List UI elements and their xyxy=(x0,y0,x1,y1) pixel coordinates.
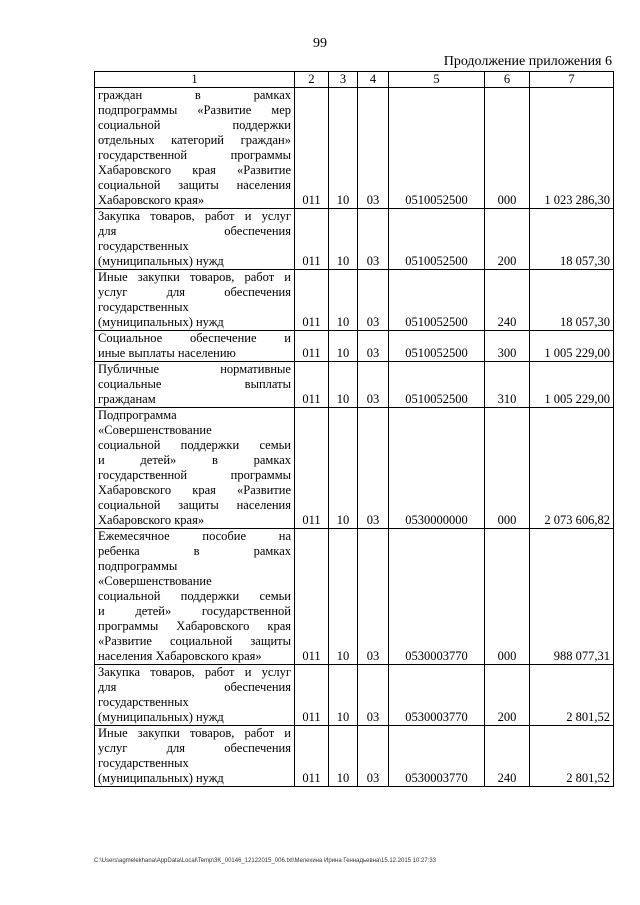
ministry-code-cell: 011 xyxy=(295,331,329,362)
description-line: государственной программы xyxy=(98,148,291,162)
expense-type-cell: 240 xyxy=(485,270,530,331)
table-row xyxy=(95,529,614,665)
description-line: населения Хабаровского края» xyxy=(98,649,262,663)
description-line: Публичные нормативные xyxy=(98,362,291,376)
expense-type-cell: 200 xyxy=(485,665,530,726)
section-code-cell: 10 xyxy=(329,331,358,362)
description-line: государственных xyxy=(98,239,189,253)
column-header: 7 xyxy=(530,72,614,88)
row-description xyxy=(95,726,295,787)
subsection-code-cell: 03 xyxy=(358,408,389,529)
description-line: социальной защиты населения xyxy=(98,498,291,512)
row-description xyxy=(95,529,295,665)
row-description xyxy=(95,408,295,529)
page-number: 99 xyxy=(313,36,327,51)
subsection-code-cell: 03 xyxy=(358,529,389,665)
description-line: «Совершенствование xyxy=(98,574,212,588)
expense-type-cell: 200 xyxy=(485,209,530,270)
description-line: социальной поддержки семьи xyxy=(98,589,291,603)
section-code-cell: 10 xyxy=(329,726,358,787)
description-line: государственных xyxy=(98,695,189,709)
table-row xyxy=(95,665,614,726)
ministry-code-cell: 011 xyxy=(295,408,329,529)
description-line: социальные выплаты xyxy=(98,377,291,391)
ministry-code-cell: 011 xyxy=(295,270,329,331)
description-line: Хабаровского края «Развитие xyxy=(98,483,291,497)
table-header-row xyxy=(95,72,614,88)
target-article-cell: 0510052500 xyxy=(389,88,485,209)
subsection-code-cell: 03 xyxy=(358,665,389,726)
expense-type-cell: 000 xyxy=(485,529,530,665)
subsection-code-cell: 03 xyxy=(358,209,389,270)
description-line: «Совершенствование xyxy=(98,423,212,437)
ministry-code-cell: 011 xyxy=(295,362,329,408)
subsection-code-cell: 03 xyxy=(358,726,389,787)
ministry-code-cell: 011 xyxy=(295,726,329,787)
column-header: 5 xyxy=(389,72,485,88)
table-row xyxy=(95,726,614,787)
subsection-code-cell: 03 xyxy=(358,88,389,209)
description-line: «Развитие социальной защиты xyxy=(98,634,291,648)
description-line: и детей» государственной xyxy=(98,604,291,618)
description-line: Подпрограмма xyxy=(98,408,177,422)
description-line: Иные закупки товаров, работ и xyxy=(98,270,291,284)
amount-cell: 18 057,30 xyxy=(530,270,614,331)
description-line: граждан в рамках xyxy=(98,88,291,102)
subsection-code-cell: 03 xyxy=(358,331,389,362)
description-line: гражданам xyxy=(98,392,156,406)
expense-type-cell: 000 xyxy=(485,408,530,529)
table-body xyxy=(95,88,614,787)
description-line: отдельных категорий граждан» xyxy=(98,133,291,147)
description-line: для обеспечения xyxy=(98,680,291,694)
description-line: ребенка в рамках xyxy=(98,544,291,558)
description-line: Хабаровского края» xyxy=(98,513,205,527)
target-article-cell: 0510052500 xyxy=(389,362,485,408)
column-header: 1 xyxy=(95,72,295,88)
description-line: Закупка товаров, работ и услуг xyxy=(98,209,291,223)
table-row xyxy=(95,209,614,270)
target-article-cell: 0510052500 xyxy=(389,331,485,362)
section-code-cell: 10 xyxy=(329,665,358,726)
ministry-code-cell: 011 xyxy=(295,529,329,665)
amount-cell: 2 073 606,82 xyxy=(530,408,614,529)
description-line: социальной поддержки семьи xyxy=(98,438,291,452)
description-line: (муниципальных) нужд xyxy=(98,771,224,785)
description-line: государственных xyxy=(98,756,189,770)
column-header: 2 xyxy=(295,72,329,88)
description-line: Иные закупки товаров, работ и xyxy=(98,726,291,740)
description-line: Закупка товаров, работ и услуг xyxy=(98,665,291,679)
description-line: Ежемесячное пособие на xyxy=(98,529,291,543)
section-code-cell: 10 xyxy=(329,88,358,209)
row-description xyxy=(95,270,295,331)
column-header: 4 xyxy=(358,72,389,88)
section-code-cell: 10 xyxy=(329,270,358,331)
budget-table xyxy=(94,71,614,787)
amount-cell: 1 005 229,00 xyxy=(530,331,614,362)
description-line: услуг для обеспечения xyxy=(98,285,291,299)
description-line: Хабаровского края «Развитие xyxy=(98,163,291,177)
ministry-code-cell: 011 xyxy=(295,88,329,209)
description-line: социальной защиты населения xyxy=(98,178,291,192)
row-description xyxy=(95,665,295,726)
row-description xyxy=(95,362,295,408)
description-line: государственной программы xyxy=(98,468,291,482)
description-line: государственных xyxy=(98,300,189,314)
expense-type-cell: 000 xyxy=(485,88,530,209)
ministry-code-cell: 011 xyxy=(295,665,329,726)
row-description xyxy=(95,88,295,209)
target-article-cell: 0530000000 xyxy=(389,408,485,529)
table-row xyxy=(95,270,614,331)
amount-cell: 18 057,30 xyxy=(530,209,614,270)
table-row xyxy=(95,362,614,408)
table-row xyxy=(95,88,614,209)
expense-type-cell: 300 xyxy=(485,331,530,362)
description-line: социальной поддержки xyxy=(98,118,291,132)
description-line: услуг для обеспечения xyxy=(98,741,291,755)
ministry-code-cell: 011 xyxy=(295,209,329,270)
appendix-continuation-note: Продолжение приложения 6 xyxy=(443,54,612,69)
description-line: программы Хабаровского края xyxy=(98,619,291,633)
table-row xyxy=(95,331,614,362)
section-code-cell: 10 xyxy=(329,362,358,408)
description-line: и детей» в рамках xyxy=(98,453,291,467)
target-article-cell: 0510052500 xyxy=(389,209,485,270)
subsection-code-cell: 03 xyxy=(358,362,389,408)
description-line: для обеспечения xyxy=(98,224,291,238)
expense-type-cell: 310 xyxy=(485,362,530,408)
row-description xyxy=(95,331,295,362)
target-article-cell: 0530003770 xyxy=(389,726,485,787)
description-line: подпрограммы xyxy=(98,559,178,573)
section-code-cell: 10 xyxy=(329,209,358,270)
footer-file-path: C:\Users\agmelekhana\AppData\Local\Temp\3K_00146_12122015_006.txt\Мелехина Ирина Геннадьевна\15.12.2015 10:27:33 xyxy=(94,858,437,864)
description-line: (муниципальных) нужд xyxy=(98,254,224,268)
column-header: 3 xyxy=(329,72,358,88)
subsection-code-cell: 03 xyxy=(358,270,389,331)
target-article-cell: 0530003770 xyxy=(389,529,485,665)
column-header: 6 xyxy=(485,72,530,88)
section-code-cell: 10 xyxy=(329,529,358,665)
description-line: (муниципальных) нужд xyxy=(98,710,224,724)
target-article-cell: 0530003770 xyxy=(389,665,485,726)
target-article-cell: 0510052500 xyxy=(389,270,485,331)
description-line: Хабаровского края» xyxy=(98,193,205,207)
amount-cell: 1 023 286,30 xyxy=(530,88,614,209)
row-description xyxy=(95,209,295,270)
description-line: (муниципальных) нужд xyxy=(98,315,224,329)
amount-cell: 2 801,52 xyxy=(530,726,614,787)
amount-cell: 988 077,31 xyxy=(530,529,614,665)
description-line: Социальное обеспечение и xyxy=(98,331,291,345)
amount-cell: 1 005 229,00 xyxy=(530,362,614,408)
table-row xyxy=(95,408,614,529)
description-line: подпрограммы «Развитие мер xyxy=(98,103,291,117)
expense-type-cell: 240 xyxy=(485,726,530,787)
section-code-cell: 10 xyxy=(329,408,358,529)
description-line: иные выплаты населению xyxy=(98,346,236,360)
amount-cell: 2 801,52 xyxy=(530,665,614,726)
